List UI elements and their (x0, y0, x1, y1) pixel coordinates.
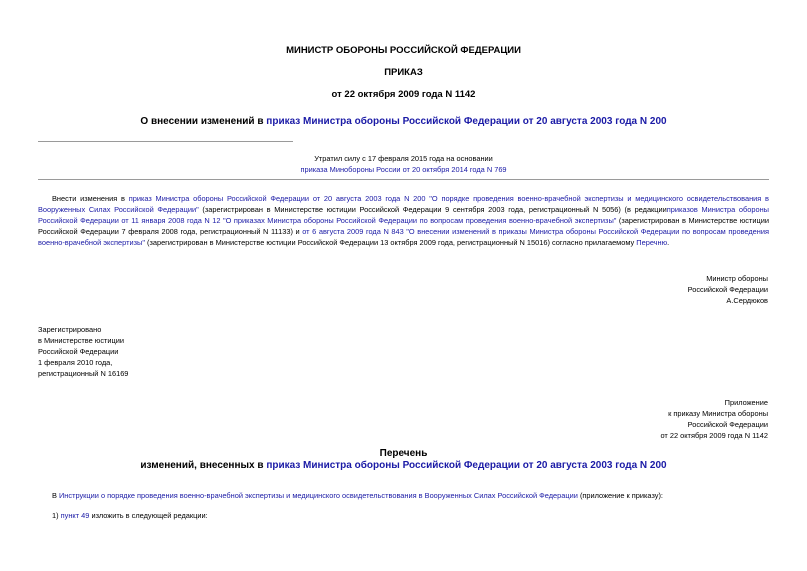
p1-link-order-12[interactable]: приказов Министра обороны Российской Федерации от 11 января 2008 года N 12 "О приказах Министра обороны Российской Федерации по вопросам проведения военно-врачебной экспертизы" (38, 205, 769, 225)
instruction-link[interactable]: Инструкции о порядке проведения военно-врачебной экспертизы и медицинского освидетельствования в Вооруженных Силах Российской Федерации (58, 491, 578, 500)
registration-line-4: 1 февраля 2010 года, (38, 358, 113, 367)
list-subtitle-link[interactable]: приказ Министра обороны Российской Федерации от 20 августа 2003 года N 200 (266, 460, 667, 471)
appendix-line-1: Приложение (724, 398, 768, 407)
status-line-2 (0, 164, 807, 175)
p1-text-e: . (667, 238, 670, 247)
p1-text-b: (зарегистрирован в Министерстве юстиции Российской Федерации 9 сентября 2003 года, регистрационный N 5056) (в редакции (198, 205, 667, 214)
appendix-line-2: к приказу Министра обороны (668, 409, 768, 418)
top-rule (38, 141, 293, 142)
point-49-link[interactable]: пункт 49 (60, 511, 90, 520)
order-date: от 22 октября 2009 года N 1142 (331, 89, 476, 100)
appendix-line-3: Российской Федерации (687, 420, 768, 429)
title-prefix: О внесении изменений в (140, 116, 267, 127)
ministry-heading: МИНИСТР ОБОРОНЫ РОССИЙСКОЙ ФЕДЕРАЦИИ (286, 45, 521, 56)
registration-line-2: в Министерстве юстиции (38, 336, 125, 345)
list-subtitle-prefix: изменений, внесенных в (140, 460, 267, 471)
p1-text-c: (зарегистрирован в Министерстве юстиции Российской Федерации 7 февраля 2008 года, регистрационный N 11133) и (38, 216, 769, 236)
p1-link-order-843[interactable]: от 6 августа 2009 года N 843 "О внесении изменений в приказы Министра обороны Российской Федерации по вопросам проведения военно-врачебной экспертизы" (38, 227, 770, 247)
item-text-a: В (52, 491, 59, 500)
subitem-text-a: 1) (52, 511, 61, 520)
subitem-text-b: изложить в следующей редакции: (89, 511, 208, 520)
p1-link-list[interactable]: Перечню (636, 238, 668, 247)
appendix-line-4: от 22 октября 2009 года N 1142 (660, 431, 768, 440)
list-subitem-1 (52, 510, 208, 521)
list-title: Перечень (379, 448, 428, 459)
registration-block (38, 324, 128, 379)
list-subtitle (0, 460, 807, 471)
title-link[interactable]: приказ Министра обороны Российской Федерации от 20 августа 2003 года N 200 (266, 116, 667, 127)
item-text-b: (приложение к приказу): (577, 491, 663, 500)
appendix-block (660, 397, 768, 441)
registration-line-1: Зарегистрировано (38, 325, 102, 334)
signature-block (688, 273, 768, 306)
signature-line-3: А.Сердюков (726, 296, 768, 305)
status-line-1: Утратил силу с 17 февраля 2015 года на основании (314, 154, 493, 163)
main-paragraph (38, 193, 769, 248)
signature-line-1: Министр обороны (706, 274, 768, 283)
status-rule (38, 179, 769, 180)
p1-text-d: (зарегистрирован в Министерстве юстиции Российской Федерации 13 октября 2009 года, регистрационный N 15016) согласно прилагаемому (144, 238, 637, 247)
p1-link-order-200[interactable]: приказ Министра обороны Российской Федерации от 20 августа 2003 года N 200 "О порядке проведения военно-врачебной экспертизы и медицинского освидетельствования в Вооруженных Силах Российской Федерации" (38, 194, 769, 214)
registration-line-3: Российской Федерации (38, 347, 119, 356)
list-item-instruction (52, 490, 663, 501)
order-heading: ПРИКАЗ (384, 67, 423, 78)
registration-line-5: регистрационный N 16169 (38, 369, 129, 378)
p1-text-a: Внести изменения в (52, 194, 129, 203)
repeal-link[interactable]: приказа Минобороны России от 20 октября 2014 года N 769 (300, 165, 507, 174)
document-title (0, 116, 807, 127)
signature-line-2: Российской Федерации (687, 285, 768, 294)
